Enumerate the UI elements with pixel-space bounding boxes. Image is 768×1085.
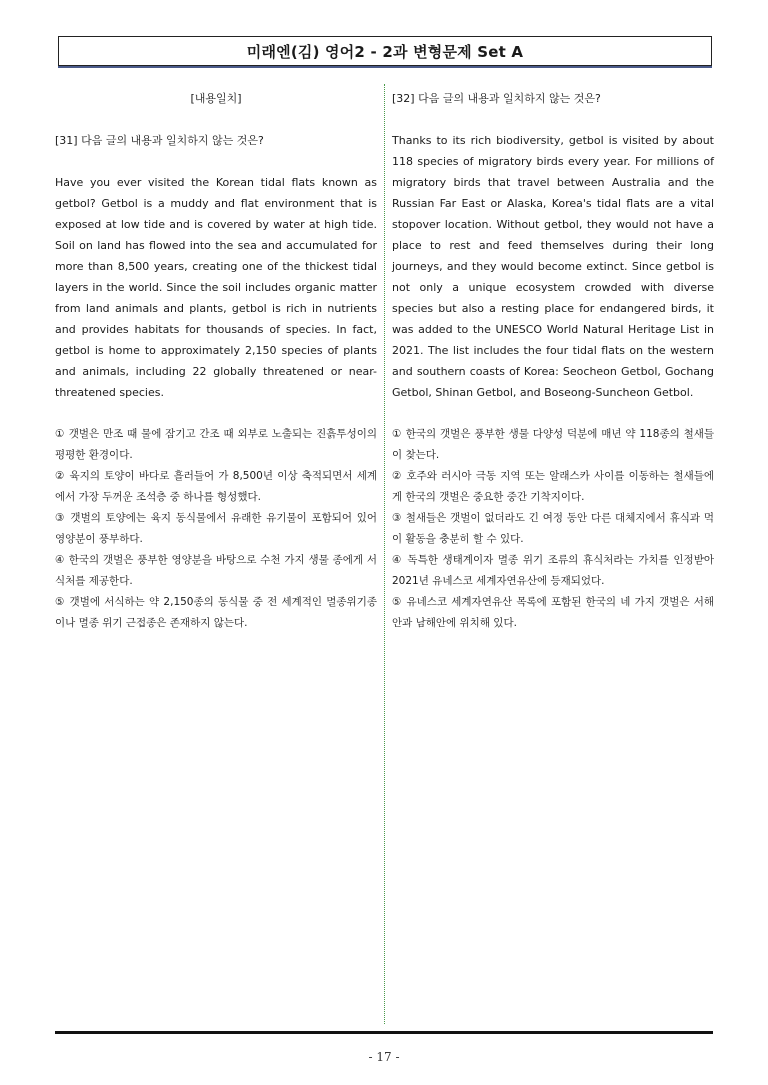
- option-32-3: ③ 철새들은 갯벌이 없더라도 긴 여정 동안 다른 대체지에서 휴식과 먹이 활동을 충분히 할 수 있다.: [392, 512, 714, 545]
- option-32-4: ④ 독특한 생태계이자 멸종 위기 조류의 휴식처라는 가치를 인정받아 2021년 유네스코 세계자연유산에 등재되었다.: [392, 554, 714, 587]
- question-32: [32] 다음 글의 내용과 일치하지 않는 것은?: [392, 92, 601, 105]
- option-31-4: ④ 한국의 갯벌은 풍부한 영양분을 바탕으로 수천 가지 생물 종에게 서식처를 제공한다.: [55, 554, 377, 587]
- option-31-1: ① 갯벌은 만조 때 물에 잠기고 간조 때 외부로 노출되는 진흙투성이의 평평한 환경이다.: [55, 428, 377, 461]
- page-title: [58, 36, 712, 66]
- section-label: [내용일치]: [190, 92, 242, 105]
- option-31-2: ② 육지의 토양이 바다로 흘러들어 가 8,500년 이상 축적되면서 세계에서 가장 두꺼운 조석층 중 하나를 형성했다.: [55, 470, 377, 503]
- option-31-5: ⑤ 갯벌에 서식하는 약 2,150종의 동식물 중 전 세계적인 멸종위기종이나 멸종 위기 근접종은 존재하지 않는다.: [55, 596, 377, 629]
- option-31-3: ③ 갯벌의 토양에는 육지 동식물에서 유래한 유기물이 포함되어 있어 영양분이 풍부하다.: [55, 512, 377, 545]
- page-number: - 17 -: [368, 1050, 400, 1064]
- passage-32: Thanks to its rich biodiversity, getbol is visited by about 118 species of migratory birds every year. For millions of migratory birds that travel between Australia and the Russian Far East or Alaska, Korea's tidal flats are a vital stopover location. Without getbol, they would not have a place to rest and feed themselves during their long journeys, and they would become extinct. Since getbol is not only a unique ecosystem crowded with diverse species but also a resting place for endangered birds, it was added to the UNESCO World Natural Heritage List in 2021. The list includes the four tidal flats on the western and southern coasts of Korea: Seocheon Getbol, Gochang Getbol, Shinan Getbol, and Boseong-Suncheon Getbol.: [392, 134, 714, 399]
- option-32-2: ② 호주와 러시아 극동 지역 또는 알래스카 사이를 이동하는 철새들에게 한국의 갯벌은 중요한 중간 기착지이다.: [392, 470, 714, 503]
- option-32-1: ① 한국의 갯벌은 풍부한 생물 다양성 덕분에 매년 약 118종의 철새들이 찾는다.: [392, 428, 714, 461]
- page-title-text: 미래엔(김) 영어2 - 2과 변형문제 Set A: [246, 42, 524, 61]
- column-divider: [384, 84, 385, 1024]
- footer-rule: [55, 1031, 713, 1034]
- options-31: [55, 424, 377, 634]
- option-32-5: ⑤ 유네스코 세계자연유산 목록에 포함된 한국의 네 가지 갯벌은 서해안과 남해안에 위치해 있다.: [392, 596, 714, 629]
- options-32: [392, 424, 714, 634]
- passage-31: Have you ever visited the Korean tidal flats known as getbol? Getbol is a muddy and flat environment that is exposed at low tide and is covered by water at high tide. Soil on land has flowed into the sea and accumulated for more than 8,500 years, creating one of the thickest tidal layers in the world. Since the soil includes organic matter from land animals and plants, getbol is rich in nutrients and provides habitats for thousands of species. In fact, getbol is home to approximately 2,150 species of plants and animals, including 22 globally threatened or near-threatened species.: [55, 176, 377, 399]
- right-column: [392, 88, 714, 634]
- left-column: [55, 88, 377, 634]
- title-underline: [58, 66, 712, 68]
- question-31: [31] 다음 글의 내용과 일치하지 않는 것은?: [55, 134, 264, 147]
